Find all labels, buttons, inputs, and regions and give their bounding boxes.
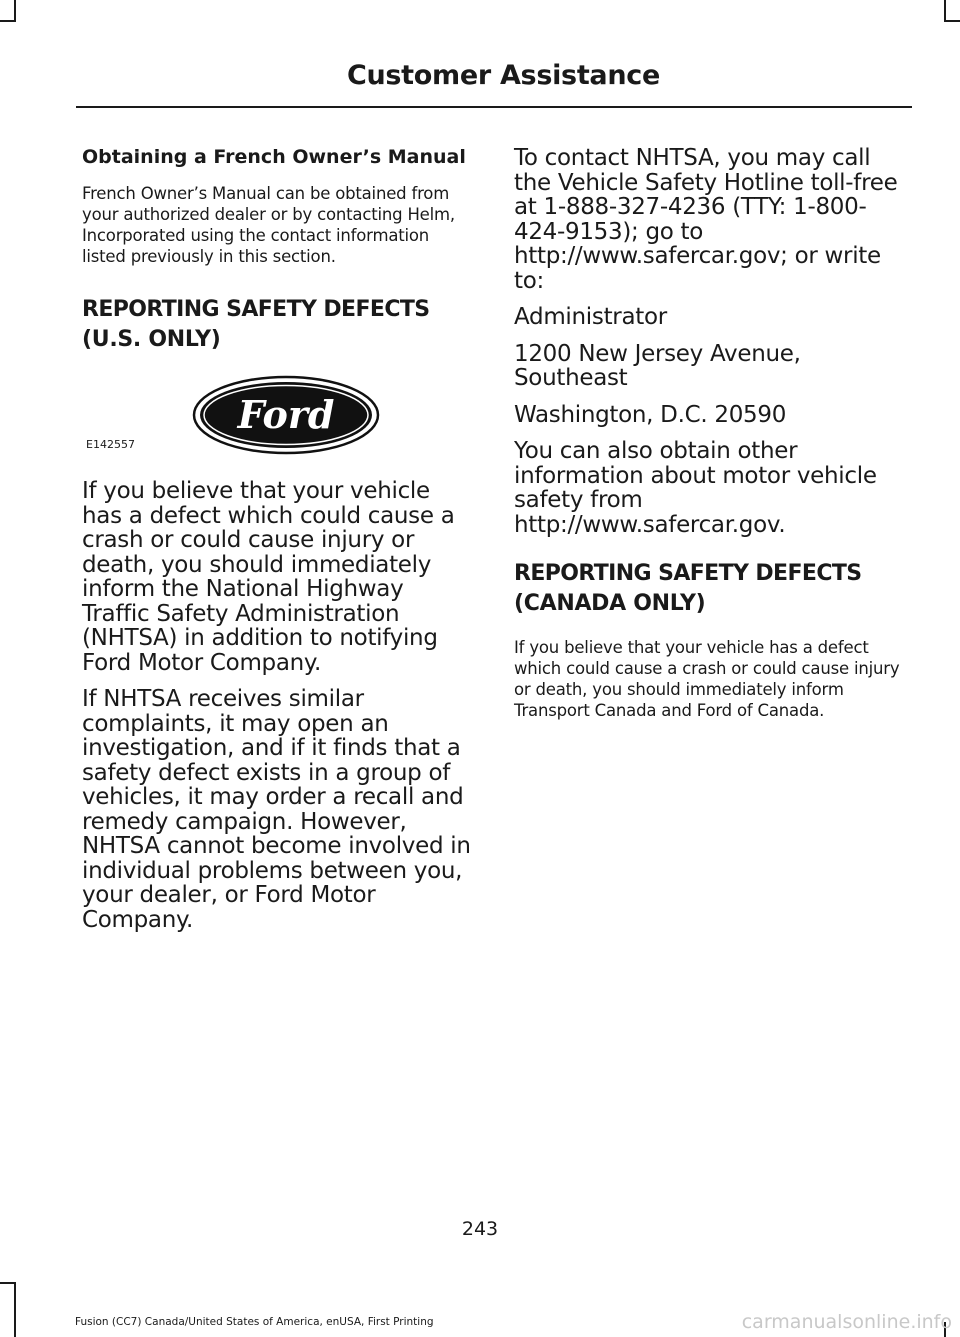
crop-mark [0, 20, 16, 22]
page-number: 243 [461, 1218, 499, 1240]
french-manual-text: French Owner’s Manual can be obtained from your authorized dealer or by contacting Helm, Incorporated using the contact information listed previously in this section. [82, 184, 455, 266]
nhtsa-contact-paragraph: To contact NHTSA, you may call the Vehicle Safety Hotline toll-free at 1-888-327-4236 (TTY: 1-800-424-9153); go to http://www.safercar.gov; or write to: [514, 145, 898, 294]
crop-mark [14, 0, 16, 22]
address-line-city: Washington, D.C. 20590 [514, 401, 787, 428]
canada-section-subheading: (CANADA ONLY) [514, 591, 706, 616]
page-title: Customer Assistance [346, 60, 660, 91]
header-divider [76, 106, 912, 108]
canada-defect-text: If you believe that your vehicle has a defect which could cause a crash or could cause injury or death, you should immediately inform Transport Canada and Ford of Canada. [514, 638, 900, 720]
ford-oval-logo-icon [192, 375, 380, 455]
ford-logo-figure [82, 375, 476, 455]
crop-mark [944, 0, 946, 22]
us-section-heading: REPORTING SAFETY DEFECTS [82, 297, 430, 322]
crop-mark [0, 1282, 16, 1284]
french-manual-heading: Obtaining a French Owner’s Manual [82, 146, 466, 168]
address-line-administrator: Administrator [514, 304, 667, 330]
nhtsa-investigation-paragraph: If NHTSA receives similar complaints, it may open an investigation, and if it finds that a safety defect exists in a group of vehicles, it may order a recall and remedy campaign. However, NHTSA cannot become involved in individual problems between you, your dealer, or Ford Motor Company. [82, 686, 471, 933]
figure-code: E142557 [86, 438, 135, 451]
crop-mark [14, 1282, 16, 1337]
address-line-street: 1200 New Jersey Avenue, Southeast [514, 340, 801, 391]
right-column [514, 146, 910, 739]
footer-text: Fusion (CC7) Canada/United States of America, enUSA, First Printing [75, 1316, 434, 1328]
canada-section-heading: REPORTING SAFETY DEFECTS [514, 561, 862, 586]
watermark: carmanualsonline.info [741, 1311, 952, 1333]
us-section-subheading: (U.S. ONLY) [82, 327, 221, 352]
other-info-paragraph: You can also obtain other information about motor vehicle safety from http://www.safercar.gov. [514, 438, 877, 538]
crop-mark [944, 20, 960, 22]
left-column [82, 146, 476, 944]
us-defect-paragraph: If you believe that your vehicle has a defect which could cause a crash or could cause injury or death, you should immediately inform the National Highway Traffic Safety Administration (NHTSA) in addition to notifying Ford Motor Company. [82, 478, 455, 676]
ford-logo-text: Ford [237, 392, 335, 437]
